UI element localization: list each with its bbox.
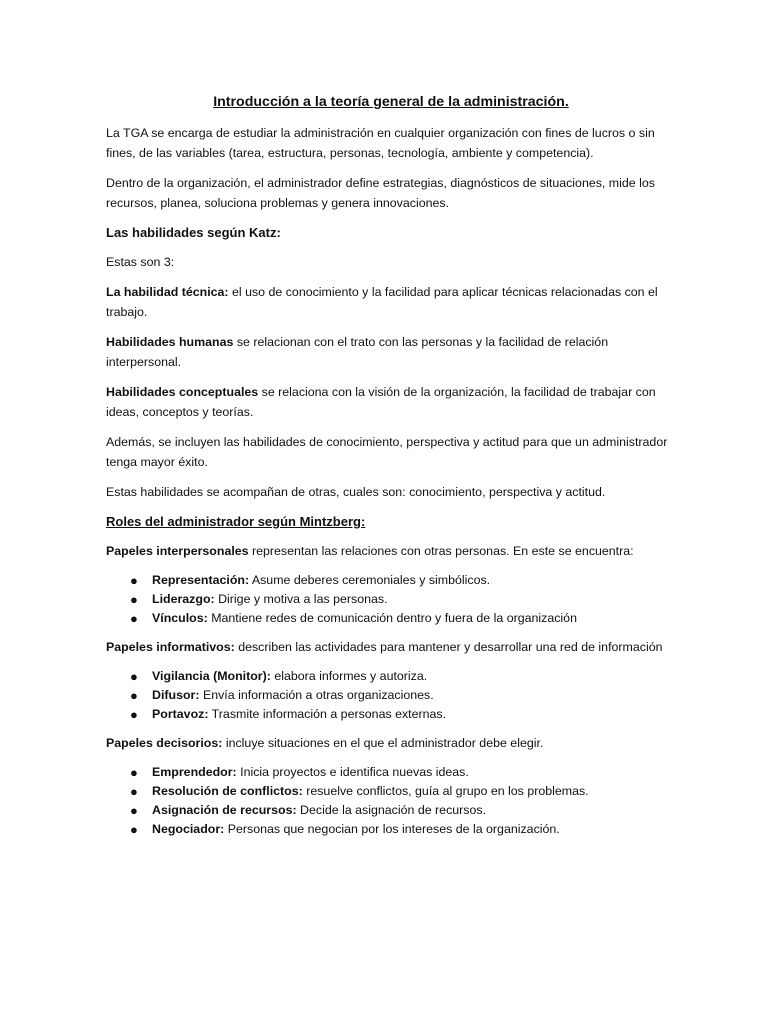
decisorios-list: [106, 763, 676, 839]
list-item-text: Dirige y motiva a las personas.: [214, 592, 388, 606]
interpersonales-paragraph: [106, 541, 676, 561]
list-item: [106, 686, 676, 705]
list-item-text: Inicia proyectos e identifica nuevas ideas.: [236, 765, 469, 779]
informativos-list: [106, 667, 676, 724]
list-item: [106, 820, 676, 839]
interpersonales-term: Papeles interpersonales: [106, 544, 249, 558]
katz-conceptuales-term: Habilidades conceptuales: [106, 385, 259, 399]
list-item: [106, 763, 676, 782]
list-item: [106, 590, 676, 609]
decisorios-text: incluye situaciones en el que el administrador debe elegir.: [222, 736, 544, 750]
list-item: [106, 801, 676, 820]
mintzberg-heading: Roles del administrador según Mintzberg:: [106, 514, 366, 529]
katz-humanas-text: se relacionan con el trato con las personas y la facilidad de relación interpersonal.: [106, 335, 609, 369]
bullet-icon: ●: [130, 592, 138, 607]
list-item-term: Asignación de recursos:: [152, 803, 297, 817]
list-item-term: Representación:: [152, 573, 250, 587]
bullet-icon: ●: [130, 669, 138, 684]
katz-conceptuales-text: se relaciona con la visión de la organización, la facilidad de trabajar con ideas, conceptos y teorías.: [106, 385, 656, 419]
decisorios-term: Papeles decisorios:: [106, 736, 223, 750]
informativos-paragraph: [106, 637, 676, 657]
list-item: [106, 705, 676, 724]
bullet-icon: ●: [130, 688, 138, 703]
list-item-term: Negociador:: [152, 822, 225, 836]
list-item-text: elabora informes y autoriza.: [270, 669, 428, 683]
katz-tecnica-term: La habilidad técnica:: [106, 285, 229, 299]
document-title: Introducción a la teoría general de la administración.: [213, 94, 569, 110]
katz-acompanan-paragraph: Estas habilidades se acompañan de otras, cuales son: conocimiento, perspectiva y actitud.: [106, 485, 606, 499]
list-item-text: Asume deberes ceremoniales y simbólicos.: [249, 573, 491, 587]
list-item-text: Mantiene redes de comunicación dentro y fuera de la organización: [207, 611, 577, 625]
bullet-icon: ●: [130, 611, 138, 626]
list-item-text: Decide la asignación de recursos.: [296, 803, 487, 817]
list-item-text: Personas que negocian por los intereses de la organización.: [224, 822, 560, 836]
document-page: [106, 92, 676, 848]
list-item-text: resuelve conflictos, guía al grupo en los problemas.: [302, 784, 589, 798]
intro-paragraph-1: La TGA se encarga de estudiar la administración en cualquier organización con fines de lucros o sin fines, de las variables (tarea, estructura, personas, tecnología, ambiente y competencia).: [106, 126, 655, 160]
katz-count-line: Estas son 3:: [106, 255, 175, 269]
bullet-icon: ●: [130, 707, 138, 722]
list-item-text: Trasmite información a personas externas.: [208, 707, 447, 721]
list-item: [106, 667, 676, 686]
list-item-term: Vínculos:: [152, 611, 208, 625]
list-item-text: Envía información a otras organizaciones.: [199, 688, 434, 702]
list-item-term: Difusor:: [152, 688, 200, 702]
katz-tecnica-text: el uso de conocimiento y la facilidad para aplicar técnicas relacionadas con el trabajo.: [106, 285, 658, 319]
decisorios-paragraph: [106, 733, 676, 753]
bullet-icon: ●: [130, 822, 138, 837]
list-item-term: Resolución de conflictos:: [152, 784, 303, 798]
katz-humanas-term: Habilidades humanas: [106, 335, 234, 349]
interpersonales-text: representan las relaciones con otras personas. En este se encuentra:: [248, 544, 634, 558]
bullet-icon: ●: [130, 765, 138, 780]
intro-paragraph-2: Dentro de la organización, el administrador define estrategias, diagnósticos de situaciones, mide los recursos, planea, soluciona problemas y genera innovaciones.: [106, 176, 655, 210]
katz-conceptuales-paragraph: [106, 382, 676, 422]
list-item: [106, 571, 676, 590]
bullet-icon: ●: [130, 784, 138, 799]
list-item: [106, 609, 676, 628]
katz-heading: Las habilidades según Katz:: [106, 225, 281, 240]
list-item-term: Emprendedor:: [152, 765, 237, 779]
bullet-icon: ●: [130, 573, 138, 588]
interpersonales-list: [106, 571, 676, 628]
bullet-icon: ●: [130, 803, 138, 818]
informativos-text: describen las actividades para mantener y desarrollar una red de información: [234, 640, 663, 654]
list-item-term: Portavoz:: [152, 707, 209, 721]
katz-tecnica-paragraph: [106, 282, 676, 322]
list-item: [106, 782, 676, 801]
katz-humanas-paragraph: [106, 332, 676, 372]
katz-ademas-paragraph: Además, se incluyen las habilidades de conocimiento, perspectiva y actitud para que un administrador tenga mayor éxito.: [106, 435, 668, 469]
list-item-term: Liderazgo:: [152, 592, 215, 606]
informativos-term: Papeles informativos:: [106, 640, 235, 654]
list-item-term: Vigilancia (Monitor):: [152, 669, 271, 683]
